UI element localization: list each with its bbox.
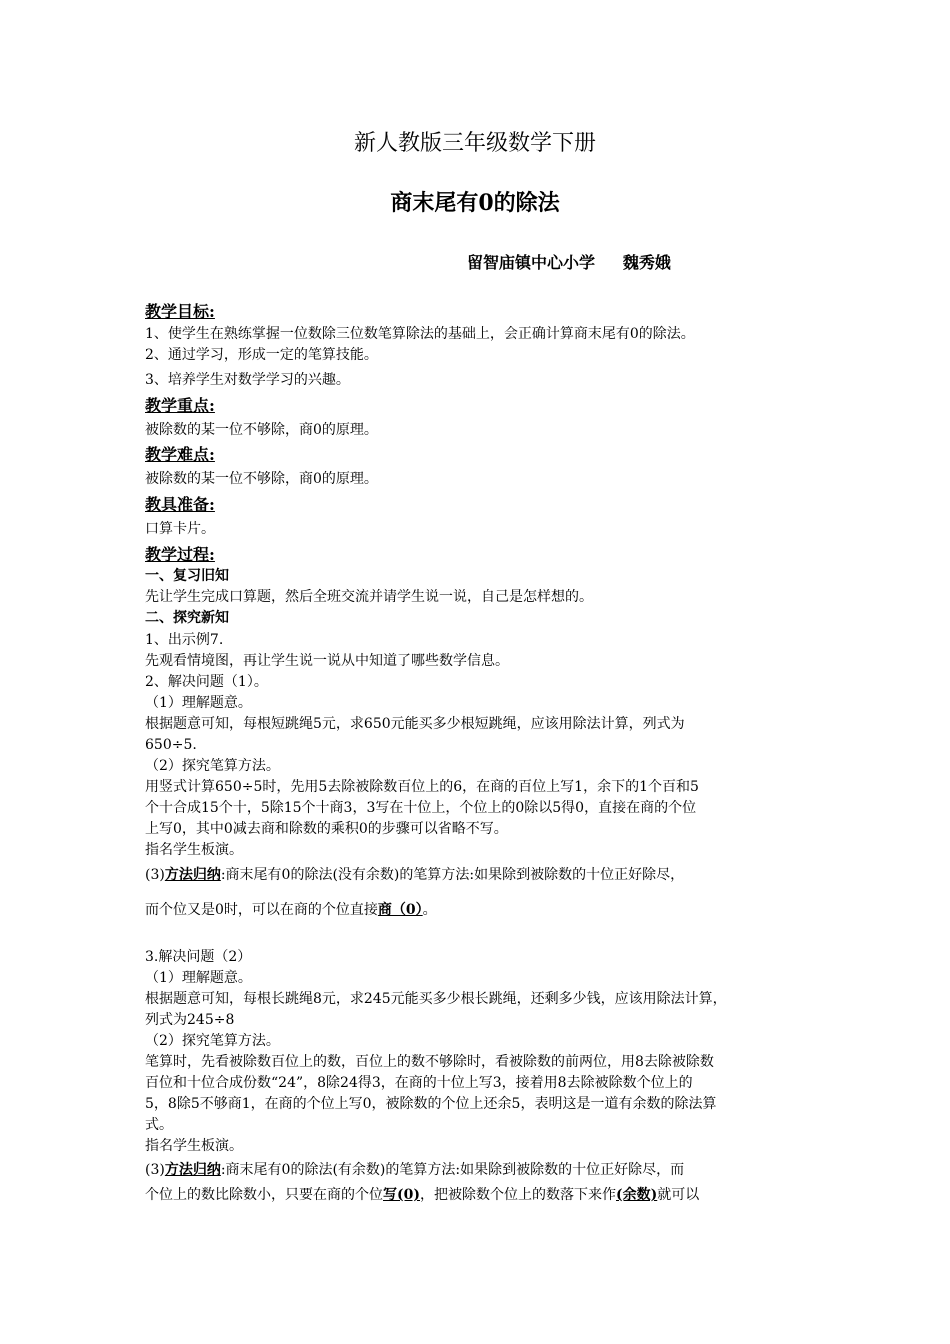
- paragraph-line: （1）理解题意。: [145, 970, 252, 986]
- method-text: ，把被除数个位上的数落下来作: [420, 1187, 616, 1203]
- paragraph-line: 指名学生板演。: [145, 1138, 243, 1154]
- paragraph-line: 2、解决问题（1）。: [145, 674, 268, 690]
- paragraph-line: 5，8除5不够商1，在商的个位上写0，被除数的个位上还余5，表明这是一道有余数的除法算: [145, 1096, 717, 1112]
- difficulty-text: 被除数的某一位不够除，商0的原理。: [145, 471, 378, 487]
- method-text: :商末尾有0的除法(有余数)的笔算方法:如果除到被除数的十位正好除尽，而: [220, 1162, 685, 1178]
- method-prefix: (3): [145, 867, 165, 883]
- method-summary-1: [145, 865, 810, 885]
- author-name: 魏秀娥: [622, 253, 671, 272]
- method-end: 。: [422, 902, 437, 918]
- paragraph-line: （2）探究笔算方法。: [145, 1033, 280, 1049]
- paragraph-line: 3.解决问题（2）: [145, 949, 252, 965]
- paragraph-line: （2）探究笔算方法。: [145, 758, 280, 774]
- objective-item: 2、通过学习，形成一定的笔算技能。: [145, 347, 378, 363]
- key-point-text: 被除数的某一位不够除，商0的原理。: [145, 422, 378, 438]
- paragraph-line: 式。: [145, 1117, 173, 1133]
- paragraph-line: 650÷5.: [145, 737, 197, 753]
- paragraph-line: 指名学生板演。: [145, 842, 243, 858]
- paragraph-line: 根据题意可知，每根长跳绳8元，求245元能买多少根长跳绳，还剩多少钱，应该用除法计算，: [145, 991, 727, 1007]
- lesson-title: 商末尾有0的除法: [390, 190, 560, 216]
- method-label: 方法归纳: [164, 1162, 221, 1178]
- key-point-heading: 教学重点:: [145, 396, 215, 415]
- method-key: 写(0): [383, 1187, 420, 1203]
- paragraph-line: 先观看情境图，再让学生说一说从中知道了哪些数学信息。: [145, 653, 509, 669]
- method-end: 就可以: [657, 1187, 700, 1203]
- method-prefix: (3): [145, 1162, 165, 1178]
- materials-heading: 教具准备:: [145, 495, 215, 514]
- school-name: 留智庙镇中心小学: [467, 253, 596, 272]
- objective-item: 1、使学生在熟练掌握一位数除三位数笔算除法的基础上，会正确计算商末尾有0的除法。: [145, 326, 695, 342]
- section-2-title: 二、探究新知: [145, 610, 229, 626]
- section-1-text: 先让学生完成口算题，然后全班交流并请学生说一说，自己是怎样想的。: [145, 589, 593, 605]
- author-line: [467, 250, 671, 273]
- paragraph-line: 列式为245÷8: [145, 1012, 235, 1028]
- series-title: 新人教版三年级数学下册: [353, 131, 596, 156]
- objectives-heading: 教学目标:: [145, 302, 215, 321]
- paragraph-line: 用竖式计算650÷5时，先用5去除被除数百位上的6，在商的百位上写1，余下的1个百和5: [145, 779, 699, 795]
- paragraph-line: 个十合成15个十，5除15个十商3，3写在十位上，个位上的0除以5得0，直接在商的个位: [145, 800, 697, 816]
- paragraph-line: 百位和十位合成份数“24”，8除24得3，在商的十位上写3，接着用8去除被除数个位上的: [145, 1075, 693, 1091]
- paragraph-line: 上写0，其中0减去商和除数的乘积0的步骤可以省略不写。: [145, 821, 508, 837]
- method-summary-2: [145, 1160, 810, 1180]
- objective-item: 3、培养学生对数学学习的兴趣。: [145, 372, 350, 388]
- difficulty-heading: 教学难点:: [145, 445, 215, 464]
- paragraph-line: 笔算时，先看被除数百位上的数，百位上的数不够除时，看被除数的前两位，用8去除被除数: [145, 1054, 714, 1070]
- method-key: 商（0）: [377, 902, 423, 918]
- paragraph-line: 1、出示例7.: [145, 632, 224, 648]
- method-label: 方法归纳: [164, 867, 221, 883]
- paragraph-line: （1）理解题意。: [145, 695, 252, 711]
- method-text: 而个位又是0时，可以在商的个位直接: [145, 902, 378, 918]
- method-text: 个位上的数比除数小，只要在商的个位: [145, 1187, 383, 1203]
- method-summary-1-cont: [145, 900, 810, 920]
- section-1-title: 一、复习旧知: [145, 568, 229, 584]
- method-summary-2-cont: [145, 1185, 810, 1205]
- method-key: (余数): [616, 1187, 658, 1203]
- method-text: :商末尾有0的除法(没有余数)的笔算方法:如果除到被除数的十位正好除尽，: [220, 867, 685, 883]
- paragraph-line: 根据题意可知，每根短跳绳5元，求650元能买多少根短跳绳，应该用除法计算，列式为: [145, 716, 685, 732]
- materials-text: 口算卡片。: [145, 521, 215, 537]
- process-heading: 教学过程:: [145, 545, 215, 564]
